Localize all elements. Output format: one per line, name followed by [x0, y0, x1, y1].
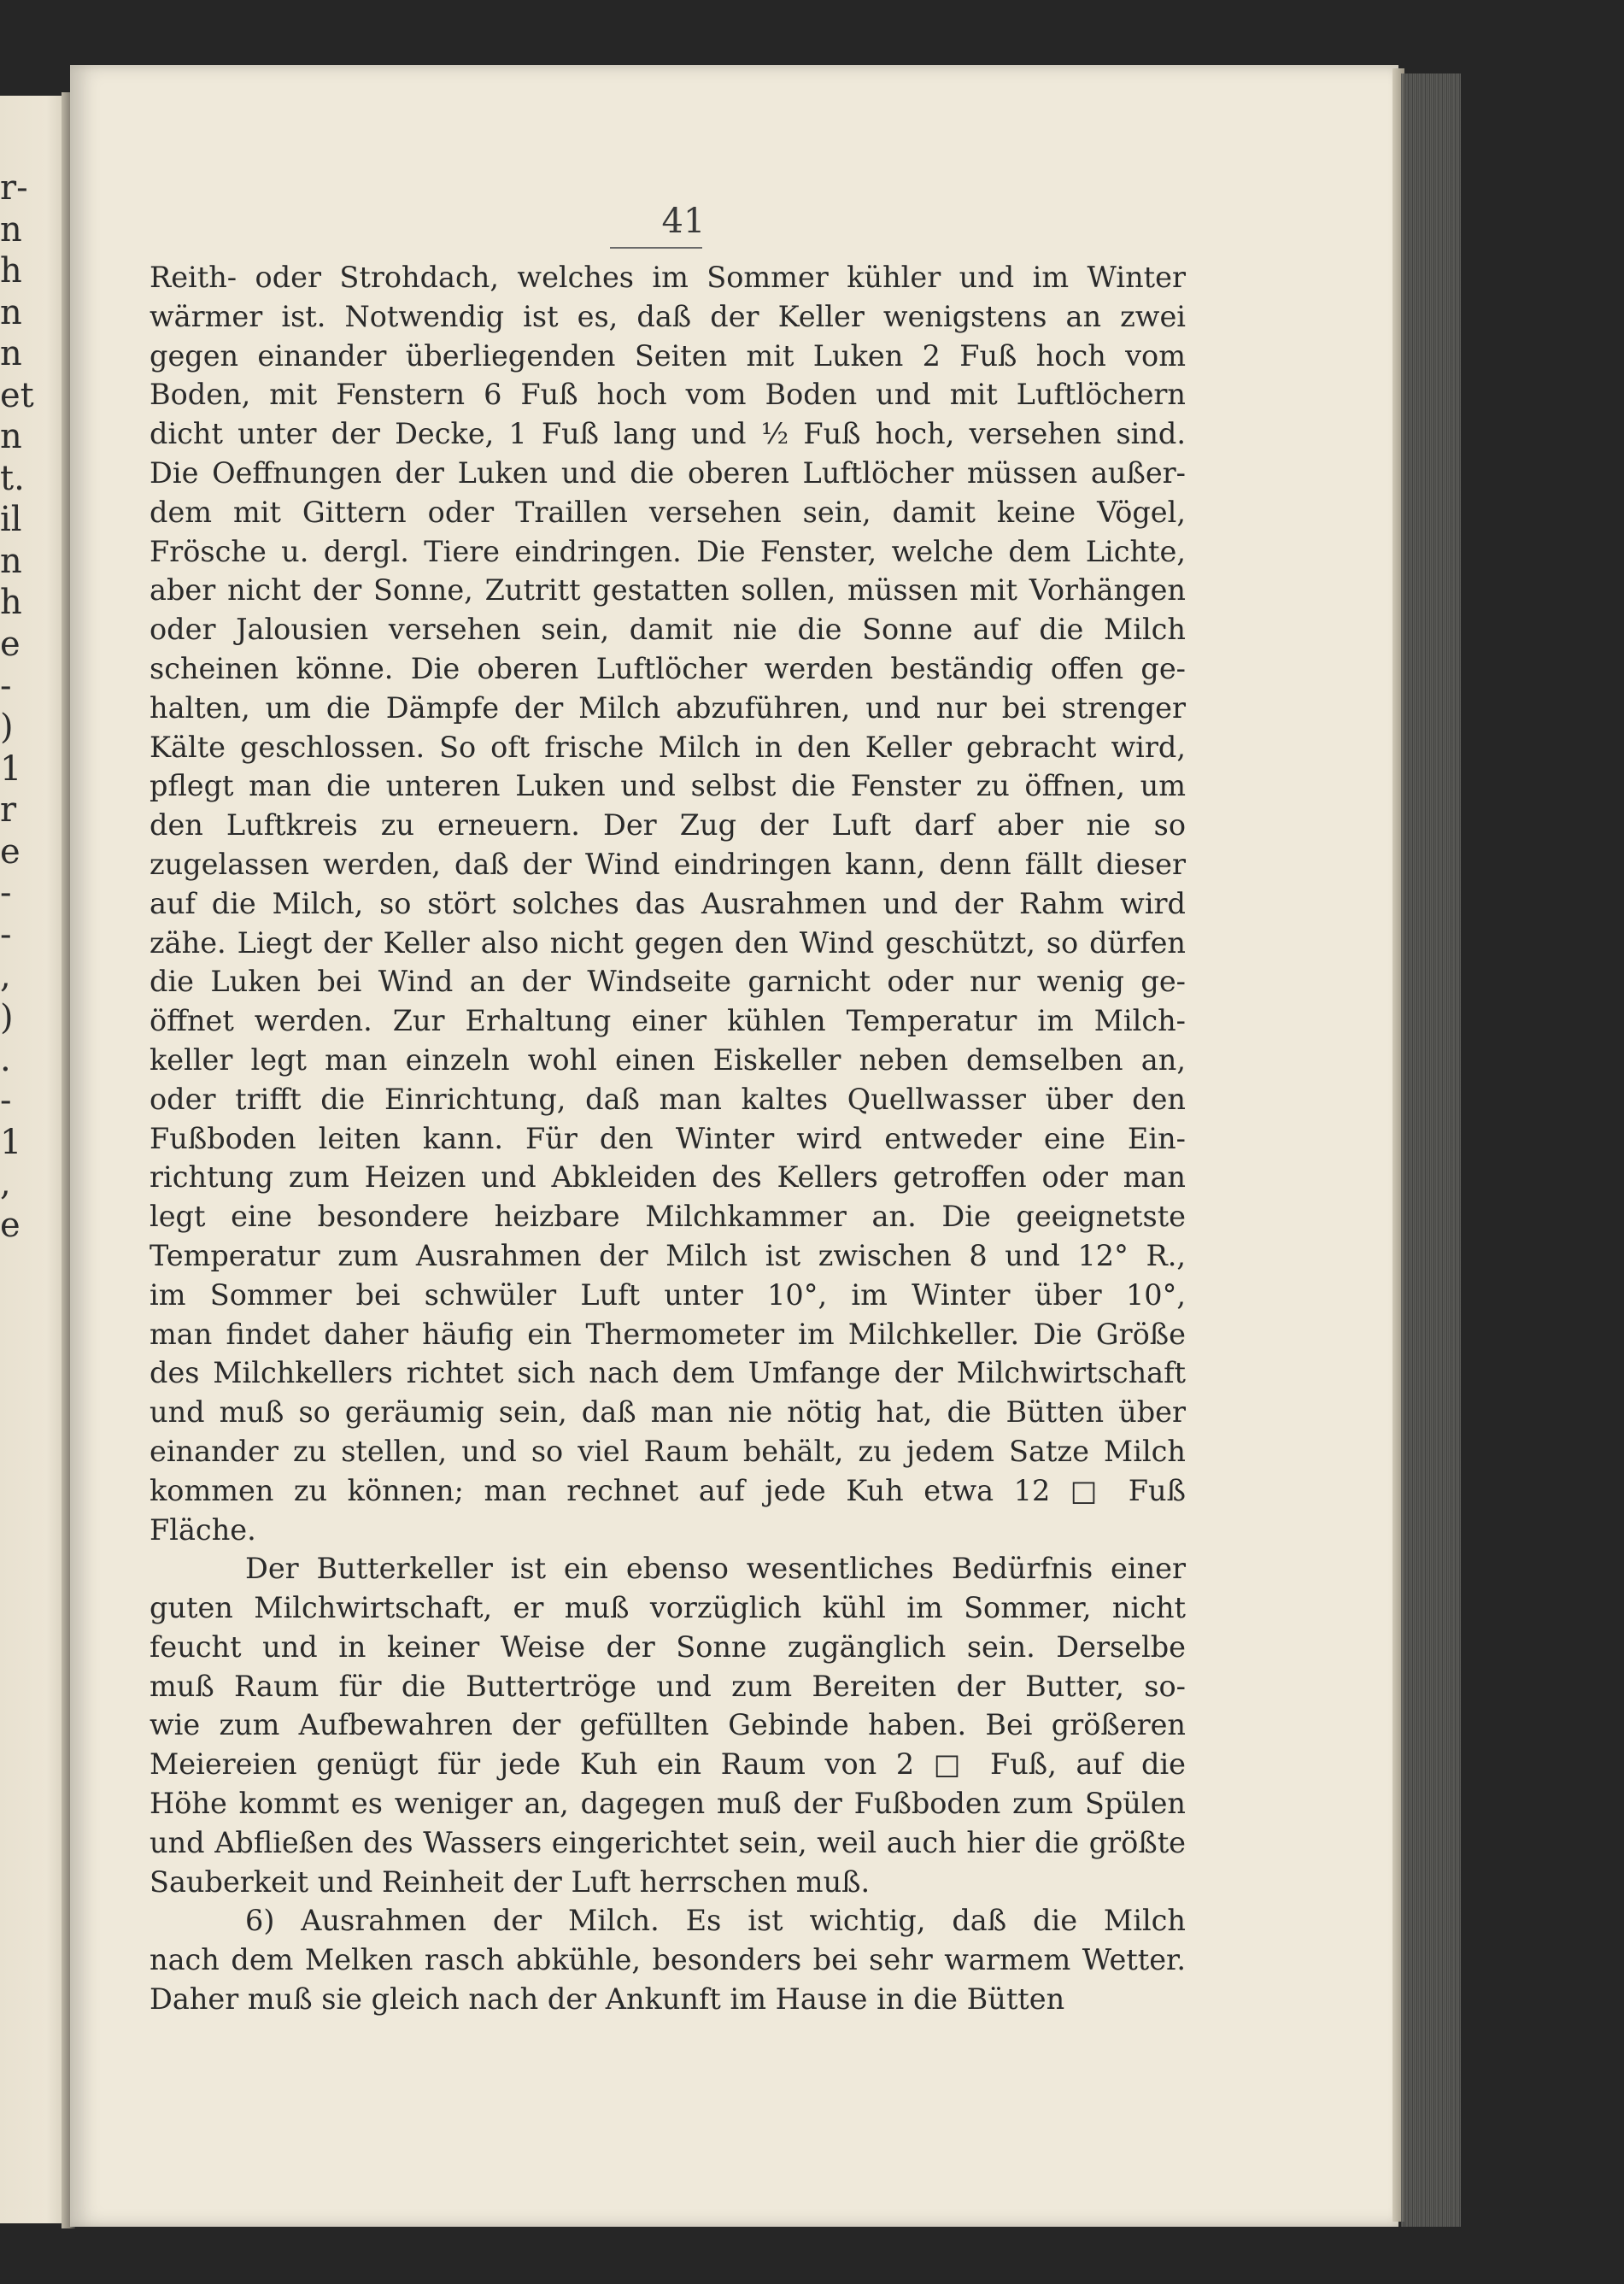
page-number-rule — [610, 247, 702, 249]
text-line: nach dem Melken rasch abkühle, besonders bei sehr warmem Wetter. — [150, 1943, 1186, 1977]
text-line: Frösche u. dergl. Tiere eindringen. Die Fenster, welche dem Lichte, — [150, 534, 1186, 568]
text-line: Sauberkeit und Reinheit der Luft herrschen muß. — [150, 1864, 871, 1899]
text-line: öffnet werden. Zur Erhaltung einer kühlen Temperatur im Milch- — [150, 1004, 1186, 1038]
left-page-text-fragment: - — [0, 873, 12, 913]
text-line: Die Oeffnungen der Luken und die oberen Luftlöcher müssen außer- — [150, 455, 1186, 490]
text-line: guten Milchwirtschaft, er muß vorzüglich kühl im Sommer, nicht — [150, 1591, 1186, 1625]
text-line: Kälte geschlossen. So oft frische Milch in den Keller gebracht wird, — [150, 730, 1186, 764]
text-line: 6) Ausrahmen der Milch. Es ist wichtig, daß die Milch — [245, 1904, 1186, 1938]
text-line: Der Butterkeller ist ein ebenso wesentliches Bedürfnis einer — [245, 1552, 1186, 1586]
text-line: wie zum Aufbewahren der gefüllten Gebinde haben. Bei größeren — [150, 1708, 1186, 1742]
text-line: zähe. Liegt der Keller also nicht gegen den Wind geschützt, so dürfen — [150, 925, 1186, 960]
left-page-text-fragment: . — [0, 1039, 11, 1079]
left-page-text-fragment: n — [0, 292, 22, 332]
text-line: scheinen könne. Die oberen Luftlöcher werden beständig offen ge- — [150, 651, 1186, 685]
left-page-text-fragment: ) — [0, 997, 14, 1037]
text-line: des Milchkellers richtet sich nach dem Umfange der Milchwirtschaft — [150, 1356, 1186, 1390]
left-page-text-fragment: e — [0, 625, 21, 665]
left-page-text-fragment: 1 — [0, 749, 22, 789]
text-line: die Luken bei Wind an der Windseite garnicht oder nur wenig ge- — [150, 965, 1186, 999]
text-line: wärmer ist. Notwendig ist es, daß der Keller wenigstens an zwei — [150, 299, 1186, 333]
left-page-text-fragment: r — [0, 790, 17, 831]
text-line: Reith- oder Strohdach, welches im Sommer kühler und im Winter — [150, 261, 1186, 294]
text-line: Fußboden leiten kann. Für den Winter wird entweder eine Ein- — [150, 1121, 1186, 1155]
text-line: zugelassen werden, daß der Wind eindringen kann, denn fällt dieser — [150, 847, 1186, 881]
book-block-edges — [1401, 73, 1461, 2227]
text-line: dicht unter der Decke, 1 Fuß lang und ½ Fuß hoch, versehen sind. — [150, 417, 1186, 451]
text-line: Daher muß sie gleich nach der Ankunft im Hause in die Bütten — [150, 1982, 1065, 2017]
left-page-text-fragment: - — [0, 914, 12, 954]
text-line: legt eine besondere heizbare Milchkammer an. Die geeignetste — [150, 1200, 1186, 1234]
text-line: keller legt man einzeln wohl einen Eiskeller neben demselben an, — [150, 1042, 1186, 1077]
left-page-text-fragment: - — [0, 666, 12, 706]
left-page-text-fragment: t. — [0, 458, 25, 498]
left-page-text-fragment: ) — [0, 708, 14, 748]
text-line: oder trifft die Einrichtung, daß man kaltes Quellwasser über den — [150, 1082, 1186, 1116]
text-line: muß Raum für die Buttertröge und zum Bereiten der Butter, so- — [150, 1669, 1186, 1703]
text-line: man findet daher häufig ein Thermometer im Milchkeller. Die Größe — [150, 1317, 1186, 1351]
left-page-text-fragment: il — [0, 500, 22, 540]
text-line: aber nicht der Sonne, Zutritt gestatten sollen, müssen mit Vorhängen — [150, 573, 1186, 608]
text-line: den Luftkreis zu erneuern. Der Zug der Luft darf aber nie so — [150, 808, 1186, 843]
left-page-text-fragment: h — [0, 583, 22, 623]
left-page-text-fragment: et — [0, 375, 34, 415]
text-line: oder Jalousien versehen sein, damit nie die Sonne auf die Milch — [150, 613, 1186, 647]
text-line: kommen zu können; man rechnet auf jede Kuh etwa 12 □ Fuß — [150, 1473, 1186, 1507]
text-line: dem mit Gittern oder Traillen versehen sein, damit keine Vögel, — [150, 495, 1186, 529]
left-page-text-fragment: r- — [0, 168, 28, 208]
left-page-text-fragment: n — [0, 334, 22, 374]
page-number: 41 — [661, 202, 706, 241]
text-line: richtung zum Heizen und Abkleiden des Kellers getroffen oder man — [150, 1160, 1186, 1195]
left-page-text-fragment: e — [0, 831, 21, 872]
text-line: Höhe kommt es weniger an, dagegen muß der Fußboden zum Spülen — [150, 1787, 1186, 1821]
text-line: im Sommer bei schwüler Luft unter 10°, im Winter über 10°, — [150, 1277, 1186, 1312]
text-line: Meiereien genügt für jede Kuh ein Raum von 2 □ Fuß, auf die — [150, 1747, 1186, 1782]
text-line: einander zu stellen, und so viel Raum behält, zu jedem Satze Milch — [150, 1434, 1186, 1468]
text-line: halten, um die Dämpfe der Milch abzuführen, und nur bei strenger — [150, 690, 1186, 725]
left-page-text-fragment: e — [0, 1205, 21, 1245]
text-line: auf die Milch, so stört solches das Ausrahmen und der Rahm wird — [150, 886, 1186, 920]
left-page-text-fragment: n — [0, 209, 22, 250]
text-line: Fläche. — [150, 1512, 256, 1547]
left-page-text-fragment: , — [0, 956, 11, 996]
text-line: gegen einander überliegenden Seiten mit Luken 2 Fuß hoch vom — [150, 338, 1186, 373]
text-line: und Abfließen des Wassers eingerichtet sein, weil auch hier die größte — [150, 1825, 1186, 1859]
left-page-text-fragment: h — [0, 251, 22, 291]
left-page-text-fragment: n — [0, 417, 22, 457]
left-page-edge — [0, 96, 67, 2223]
text-line: Boden, mit Fenstern 6 Fuß hoch vom Boden und mit Luftlöchern — [150, 378, 1186, 412]
text-line: feucht und in keiner Weise der Sonne zugänglich sein. Derselbe — [150, 1629, 1186, 1664]
left-page-text-fragment: , — [0, 1164, 11, 1204]
left-page-text-fragment: 1 — [0, 1122, 22, 1162]
text-line: pflegt man die unteren Luken und selbst die Fenster zu öffnen, um — [150, 769, 1186, 803]
left-page-text-fragment: n — [0, 541, 22, 581]
left-page-text-fragment: - — [0, 1081, 12, 1121]
text-line: und muß so geräumig sein, daß man nie nötig hat, die Bütten über — [150, 1395, 1186, 1430]
body-text — [150, 258, 1186, 2019]
text-line: Temperatur zum Ausrahmen der Milch ist zwischen 8 und 12° R., — [150, 1238, 1186, 1272]
